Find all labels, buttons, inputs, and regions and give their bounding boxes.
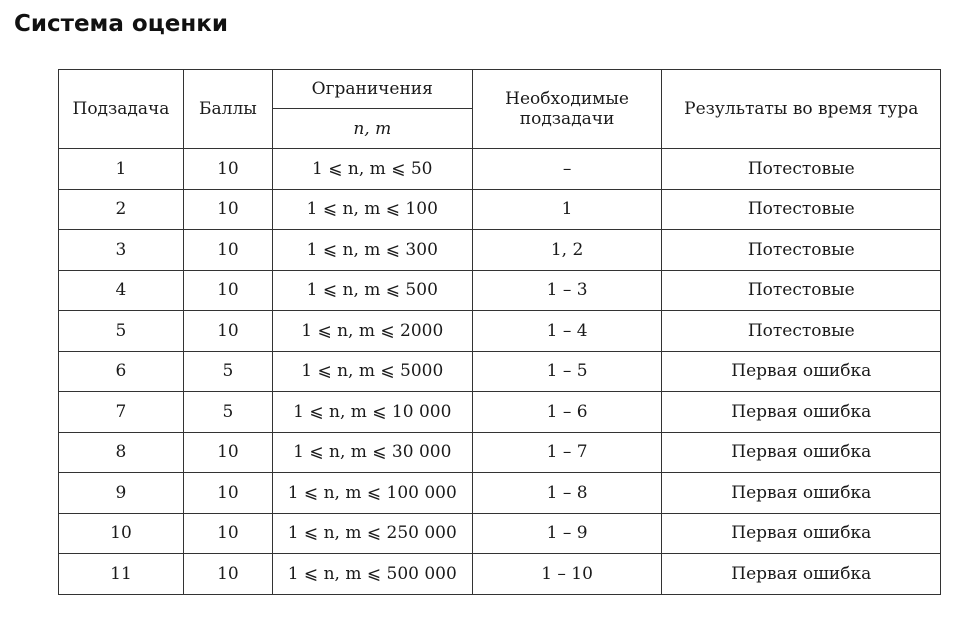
cell-required-subtasks: 1 – 9 xyxy=(472,513,662,554)
cell-required-subtasks: 1 xyxy=(472,189,662,230)
cell-points: 5 xyxy=(183,351,272,392)
cell-results: Первая ошибка xyxy=(662,473,941,514)
cell-results: Первая ошибка xyxy=(662,554,941,595)
cell-limits: 1 ⩽ n, m ⩽ 10 000 xyxy=(272,392,472,433)
cell-limits: 1 ⩽ n, m ⩽ 100 000 xyxy=(272,473,472,514)
cell-required-subtasks: 1 – 3 xyxy=(472,270,662,311)
header-results: Результаты во время тура xyxy=(662,70,941,149)
table-row xyxy=(59,513,941,554)
cell-results: Потестовые xyxy=(662,230,941,271)
page-title: Система оценки xyxy=(14,11,228,37)
cell-limits: 1 ⩽ n, m ⩽ 30 000 xyxy=(272,432,472,473)
table-row xyxy=(59,189,941,230)
cell-subtask: 3 xyxy=(59,230,184,271)
table-row xyxy=(59,270,941,311)
cell-points: 10 xyxy=(183,513,272,554)
cell-limits: 1 ⩽ n, m ⩽ 500 000 xyxy=(272,554,472,595)
cell-subtask: 11 xyxy=(59,554,184,595)
cell-limits: 1 ⩽ n, m ⩽ 300 xyxy=(272,230,472,271)
table-row xyxy=(59,392,941,433)
table-body xyxy=(59,149,941,595)
cell-subtask: 7 xyxy=(59,392,184,433)
table-row xyxy=(59,473,941,514)
cell-results: Потестовые xyxy=(662,149,941,190)
header-subtask: Подзадача xyxy=(59,70,184,149)
cell-points: 10 xyxy=(183,230,272,271)
cell-points: 10 xyxy=(183,149,272,190)
cell-required-subtasks: 1 – 5 xyxy=(472,351,662,392)
cell-subtask: 1 xyxy=(59,149,184,190)
cell-points: 5 xyxy=(183,392,272,433)
cell-results: Потестовые xyxy=(662,311,941,352)
table-row xyxy=(59,351,941,392)
header-limits: Ограничения xyxy=(272,70,472,109)
header-required-subtasks: Необходимые подзадачи xyxy=(472,70,662,149)
header-points: Баллы xyxy=(183,70,272,149)
cell-results: Первая ошибка xyxy=(662,432,941,473)
cell-subtask: 9 xyxy=(59,473,184,514)
table-row xyxy=(59,311,941,352)
cell-results: Первая ошибка xyxy=(662,513,941,554)
cell-required-subtasks: 1 – 8 xyxy=(472,473,662,514)
cell-required-subtasks: 1 – 6 xyxy=(472,392,662,433)
cell-points: 10 xyxy=(183,554,272,595)
cell-points: 10 xyxy=(183,473,272,514)
cell-subtask: 8 xyxy=(59,432,184,473)
cell-required-subtasks: 1 – 7 xyxy=(472,432,662,473)
cell-limits: 1 ⩽ n, m ⩽ 500 xyxy=(272,270,472,311)
cell-points: 10 xyxy=(183,189,272,230)
cell-limits: 1 ⩽ n, m ⩽ 2000 xyxy=(272,311,472,352)
cell-subtask: 6 xyxy=(59,351,184,392)
cell-subtask: 5 xyxy=(59,311,184,352)
cell-required-subtasks: – xyxy=(472,149,662,190)
cell-limits: 1 ⩽ n, m ⩽ 250 000 xyxy=(272,513,472,554)
cell-points: 10 xyxy=(183,311,272,352)
cell-subtask: 4 xyxy=(59,270,184,311)
cell-results: Потестовые xyxy=(662,189,941,230)
cell-points: 10 xyxy=(183,432,272,473)
cell-required-subtasks: 1 – 10 xyxy=(472,554,662,595)
cell-results: Первая ошибка xyxy=(662,392,941,433)
cell-subtask: 10 xyxy=(59,513,184,554)
cell-required-subtasks: 1, 2 xyxy=(472,230,662,271)
cell-results: Потестовые xyxy=(662,270,941,311)
grading-table xyxy=(58,69,941,595)
table-row xyxy=(59,230,941,271)
table-header xyxy=(59,70,941,149)
table-row xyxy=(59,149,941,190)
cell-results: Первая ошибка xyxy=(662,351,941,392)
cell-required-subtasks: 1 – 4 xyxy=(472,311,662,352)
cell-subtask: 2 xyxy=(59,189,184,230)
table-row xyxy=(59,554,941,595)
cell-limits: 1 ⩽ n, m ⩽ 100 xyxy=(272,189,472,230)
cell-points: 10 xyxy=(183,270,272,311)
cell-limits: 1 ⩽ n, m ⩽ 5000 xyxy=(272,351,472,392)
cell-limits: 1 ⩽ n, m ⩽ 50 xyxy=(272,149,472,190)
header-limits-variables: n, m xyxy=(272,109,472,149)
table-row xyxy=(59,432,941,473)
